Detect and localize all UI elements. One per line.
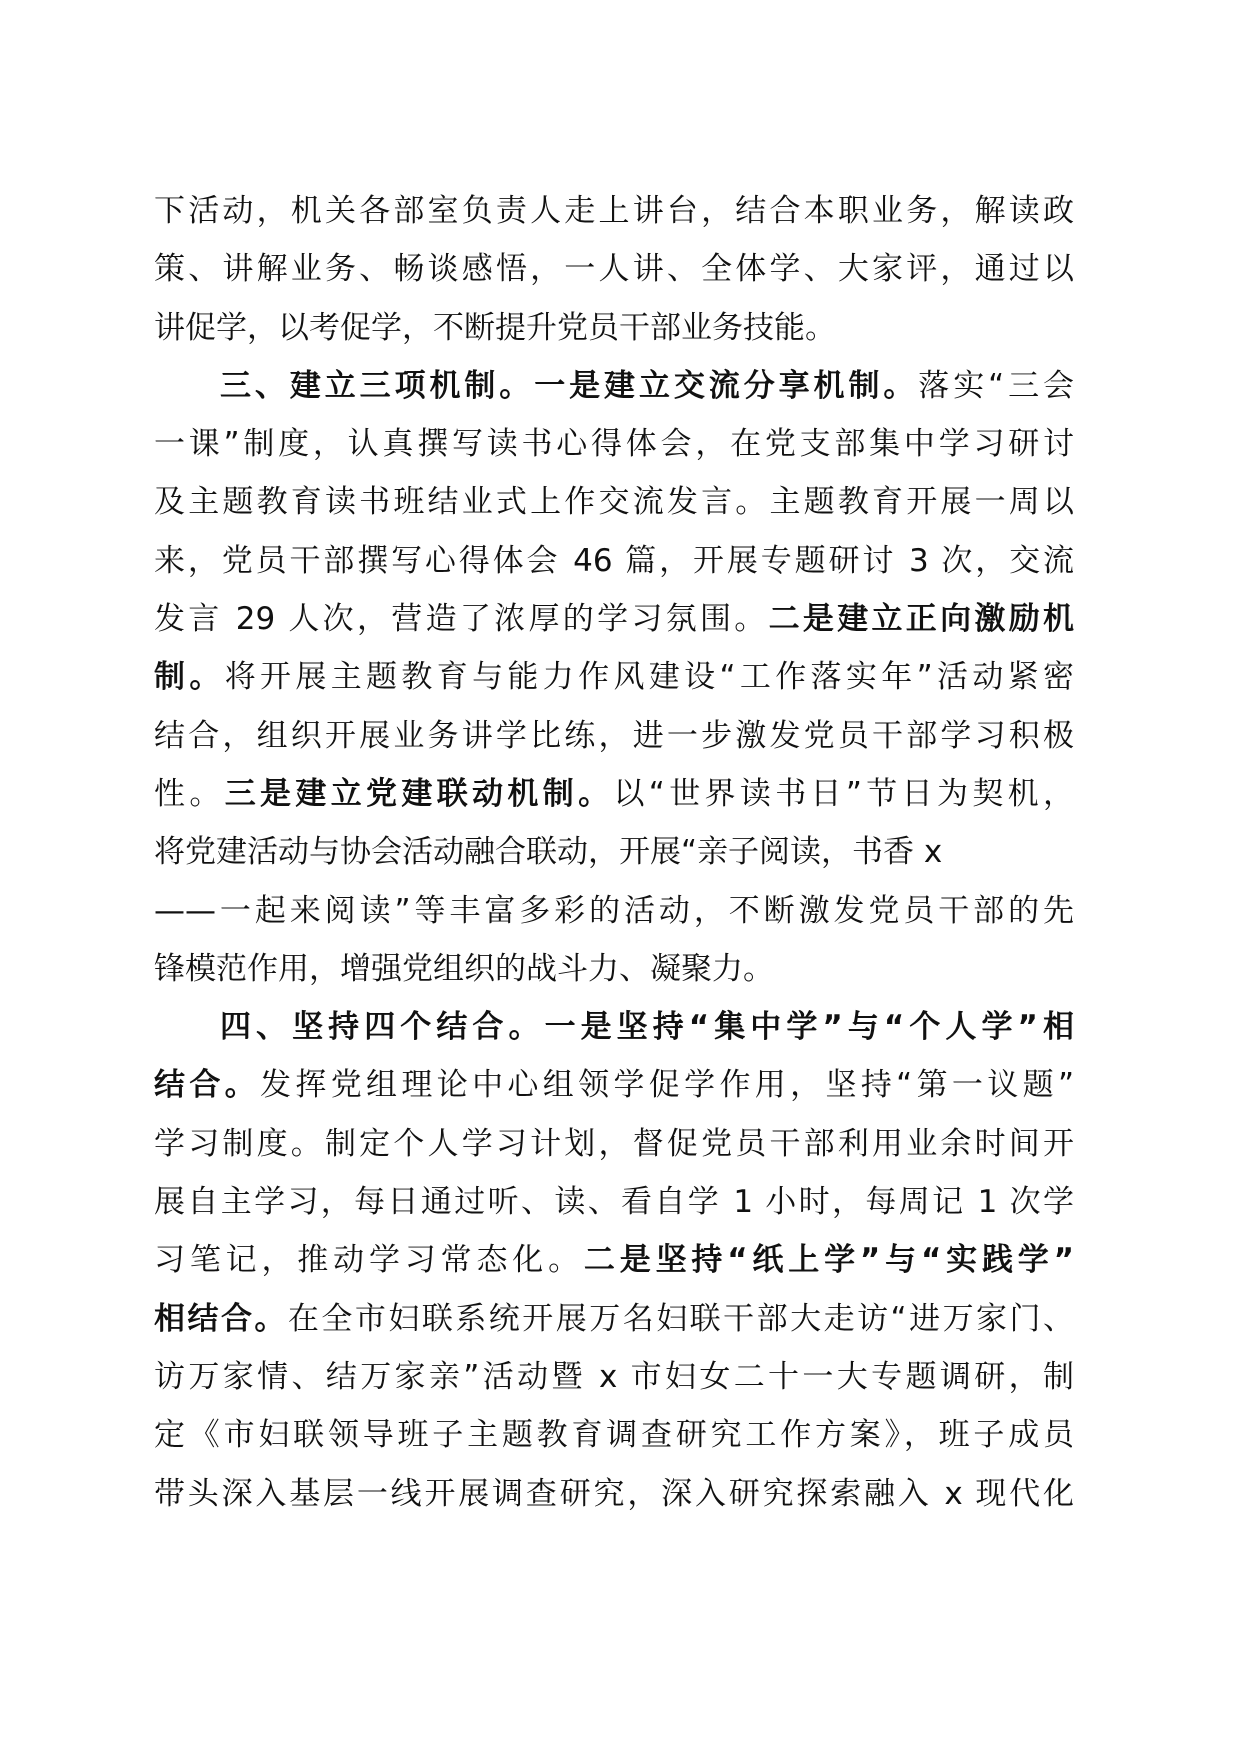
text-line: [154, 648, 1074, 706]
text-line: [154, 940, 1074, 998]
text-segment: 一课”制度，认真撰写读书心得体会，在党支部集中学习研讨: [154, 426, 1074, 463]
text-line: [154, 1348, 1074, 1406]
text-line: [154, 1290, 1074, 1348]
text-segment: 锋模范作用，增强党组织的战斗力、凝聚力。: [154, 950, 774, 987]
text-segment: 发挥党组理论中心组领学促学作用，坚持“第一议题”: [260, 1067, 1074, 1104]
text-line: [154, 882, 1074, 940]
text-segment: 习笔记，推动学习常态化。: [154, 1242, 584, 1279]
text-line: [154, 240, 1074, 298]
bold-text-segment: 相结合。: [154, 1300, 288, 1337]
bold-text-segment: 二是坚持“纸上学”与“实践学”: [583, 1242, 1074, 1279]
bold-text-segment: 一是坚持“集中学”与“个人学”相: [544, 1009, 1074, 1046]
text-line: [154, 182, 1074, 240]
text-line: [154, 823, 1074, 881]
text-line: [154, 1465, 1074, 1523]
text-segment: 发言 29 人次，营造了浓厚的学习氛围。: [154, 601, 769, 638]
text-line: [154, 998, 1074, 1056]
text-line: [154, 1231, 1074, 1289]
text-segment: 将开展主题教育与能力作风建设“工作落实年”活动紧密: [224, 659, 1074, 696]
text-line: [154, 1173, 1074, 1231]
text-line: [154, 1056, 1074, 1114]
bold-text-segment: 三、建立三项机制。: [220, 367, 535, 404]
text-segment: 访万家情、结万家亲”活动暨 x 市妇女二十一大专题调研，制: [154, 1358, 1074, 1395]
text-line: [154, 590, 1074, 648]
text-segment: 带头深入基层一线开展调查研究，深入研究探索融入 x 现代化: [154, 1475, 1074, 1512]
text-segment: 来，党员干部撰写心得体会 46 篇，开展专题研讨 3 次，交流: [154, 542, 1074, 579]
bold-text-segment: 三是建立党建联动机制。: [224, 775, 614, 812]
bold-text-segment: 四、坚持四个结合。: [220, 1009, 545, 1046]
text-segment: 及主题教育读书班结业式上作交流发言。主题教育开展一周以: [154, 484, 1074, 521]
text-line: [154, 1115, 1074, 1173]
bold-text-segment: 制。: [154, 659, 225, 696]
text-segment: 结合，组织开展业务讲学比练，进一步激发党员干部学习积极: [154, 717, 1074, 754]
text-segment: 策、讲解业务、畅谈感悟，一人讲、全体学、大家评，通过以: [154, 251, 1074, 288]
text-segment: 落实“三会: [918, 367, 1074, 404]
text-line: [154, 473, 1074, 531]
text-segment: 展自主学习，每日通过听、读、看自学 1 小时，每周记 1 次学: [154, 1184, 1074, 1221]
text-segment: 以“世界读书日”节日为契机，: [613, 775, 1074, 812]
text-line: [154, 415, 1074, 473]
text-segment: 讲促学，以考促学，不断提升党员干部业务技能。: [154, 309, 836, 346]
document-body: [154, 182, 1074, 1523]
text-line: [154, 357, 1074, 415]
text-line: [154, 1406, 1074, 1464]
text-segment: 定《市妇联领导班子主题教育调查研究工作方案》，班子成员: [154, 1417, 1074, 1454]
text-segment: 性。: [154, 775, 225, 812]
text-segment: 将党建活动与协会活动融合联动，开展“亲子阅读，书香 x: [154, 834, 943, 871]
bold-text-segment: 二是建立正向激励机: [768, 601, 1074, 638]
bold-text-segment: 一是建立交流分享机制。: [534, 367, 919, 404]
text-segment: 学习制度。制定个人学习计划，督促党员干部利用业余时间开: [154, 1125, 1074, 1162]
text-segment: 在全市妇联系统开展万名妇联干部大走访“进万家门、: [287, 1300, 1074, 1337]
text-line: [154, 532, 1074, 590]
text-line: [154, 299, 1074, 357]
text-line: [154, 707, 1074, 765]
text-line: [154, 765, 1074, 823]
bold-text-segment: 结合。: [154, 1067, 261, 1104]
text-segment: ——一起来阅读”等丰富多彩的活动，不断激发党员干部的先: [154, 892, 1074, 929]
text-segment: 下活动，机关各部室负责人走上讲台，结合本职业务，解读政: [154, 193, 1074, 229]
